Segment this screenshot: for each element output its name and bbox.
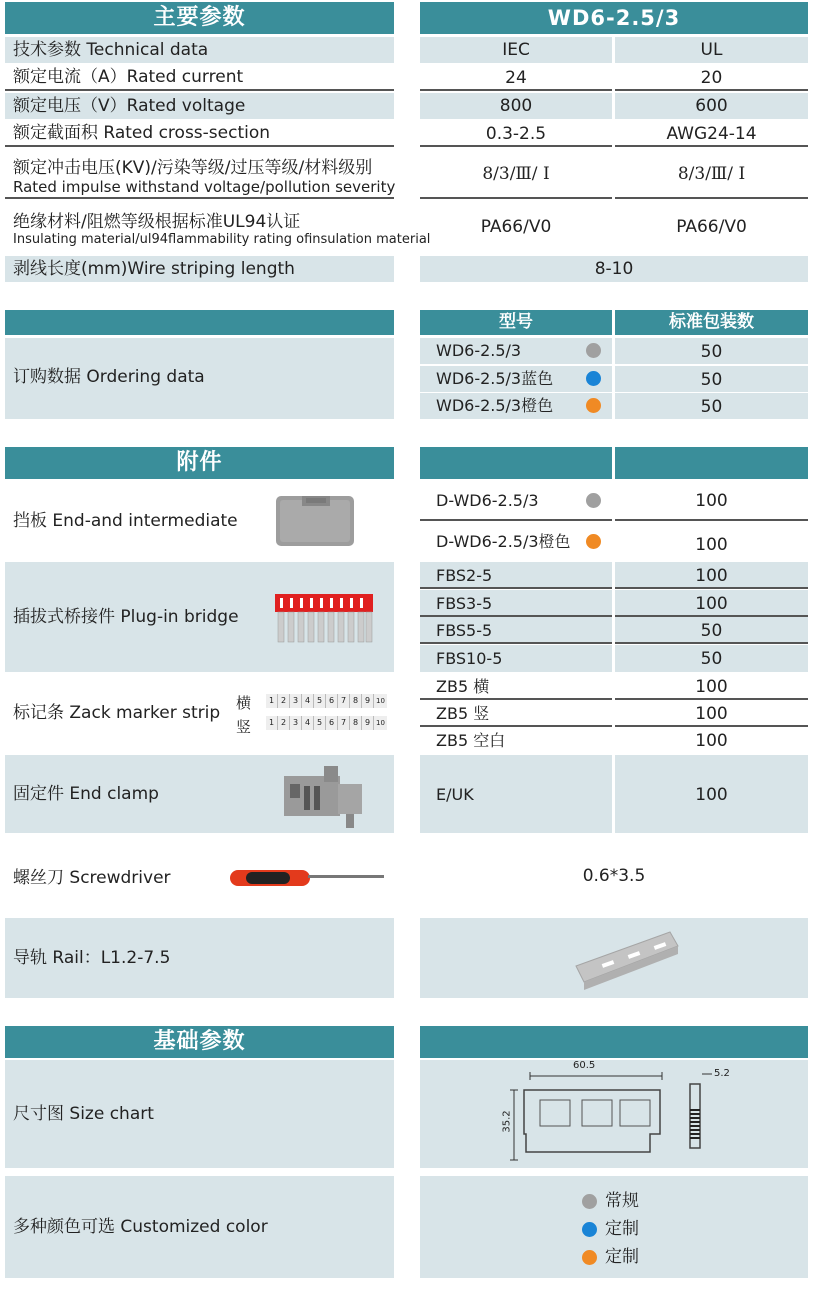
accessories-title: 附件	[5, 447, 394, 479]
ordering-qty: 50	[615, 338, 808, 364]
marker-num: 1	[266, 694, 278, 708]
orange-color-dot	[586, 398, 601, 413]
accessory-qty: 100	[695, 731, 728, 751]
marker-strip-horizontal	[266, 694, 387, 708]
spec-iec: IEC	[420, 37, 612, 63]
ordering-header-bar	[5, 310, 394, 335]
end-plate-image	[272, 492, 358, 550]
dim-height: 35.2	[501, 1110, 513, 1133]
accessory-model: ZB5 竖	[420, 701, 612, 727]
clamp-model: E/UK	[420, 755, 612, 833]
marker-num: 8	[350, 694, 362, 708]
color-label: 多种颜色可选 Customized color	[5, 1176, 394, 1278]
strip-label: 剥线长度(mm)Wire striping length	[5, 256, 394, 282]
main-params-title: 主要参数	[5, 2, 394, 34]
accessories-col-header	[615, 447, 808, 479]
end-clamp-image	[280, 762, 370, 830]
ordering-label: 订购数据 Ordering data	[5, 338, 394, 419]
spec-iec: 800	[420, 93, 612, 119]
accessory-qty: 50	[615, 645, 808, 672]
spec-label: 额定电压（V）Rated voltage	[5, 93, 394, 119]
size-chart-label: 尺寸图 Size chart	[5, 1060, 394, 1168]
bridge-label: 插拔式桥接件 Plug-in bridge	[5, 562, 394, 672]
accessory-model: FBS10-5	[420, 645, 612, 672]
spec-ul: 600	[615, 93, 808, 119]
insulation-iec: PA66/V0	[480, 217, 552, 237]
spec-ul: AWG24-14	[615, 120, 808, 147]
marker-num: 4	[302, 694, 314, 708]
clamp-label: 固定件 End clamp	[5, 755, 394, 833]
color-option-name: 定制	[605, 1219, 639, 1239]
ordering-model-text: WD6-2.5/3蓝色	[436, 369, 554, 388]
color-option	[582, 1214, 639, 1239]
plug-in-bridge-image	[270, 590, 380, 648]
ordering-qty: 50	[615, 366, 808, 392]
insulation-ul: PA66/V0	[676, 217, 747, 237]
spec-iec: 24	[420, 64, 612, 91]
color-option	[582, 1242, 639, 1267]
insulation-label-cn: 绝缘材料/阻燃等级根据标准UL94认证	[13, 212, 301, 232]
spec-label: 技术参数 Technical data	[5, 37, 394, 63]
size-chart-drawing	[490, 1064, 730, 1164]
marker-v-label: 竖	[236, 718, 252, 736]
marker-label: 标记条 Zack marker strip	[13, 703, 221, 723]
marker-num: 1	[266, 716, 278, 730]
accessories-col-header	[420, 447, 612, 479]
marker-num: 5	[314, 694, 326, 708]
marker-num: 7	[338, 716, 350, 730]
strip-value: 8-10	[420, 256, 808, 282]
marker-num: 3	[290, 716, 302, 730]
ordering-model-text: WD6-2.5/3橙色	[436, 396, 554, 415]
accessory-qty: 100	[615, 482, 808, 521]
marker-num: 6	[326, 694, 338, 708]
ordering-model	[420, 393, 612, 419]
marker-num: 4	[302, 716, 314, 730]
marker-num: 9	[362, 716, 374, 730]
accessory-qty: 100	[615, 562, 808, 589]
accessory-model: ZB5 空白	[436, 731, 506, 750]
accessory-model	[420, 482, 612, 521]
size-chart-cell	[420, 1060, 808, 1168]
spec-ul: UL	[615, 37, 808, 63]
accessory-qty: 100	[615, 674, 808, 700]
accessory-qty: 50	[615, 617, 808, 644]
accessory-model: FBS5-5	[420, 617, 612, 644]
marker-num: 10	[374, 716, 387, 730]
blue-color-dot	[582, 1222, 597, 1237]
accessory-model-text: D-WD6-2.5/3橙色	[436, 532, 571, 551]
grey-color-dot	[586, 343, 601, 358]
marker-num: 8	[350, 716, 362, 730]
dim-thickness: 5.2	[714, 1068, 730, 1079]
accessory-qty: 100	[615, 701, 808, 727]
clamp-qty: 100	[615, 755, 808, 833]
ordering-col-model: 型号	[420, 310, 612, 335]
ordering-model	[420, 338, 612, 364]
ordering-model	[420, 366, 612, 392]
marker-h-label: 横	[236, 694, 252, 712]
marker-num: 9	[362, 694, 374, 708]
orange-color-dot	[586, 534, 601, 549]
basic-header-bar	[420, 1026, 808, 1058]
accessory-qty: 100	[695, 535, 728, 555]
color-option-name: 常规	[605, 1191, 639, 1211]
impulse-label-en: Rated impulse withstand voltage/pollution severity	[13, 178, 396, 196]
spec-label: 额定截面积 Rated cross-section	[5, 120, 394, 147]
screwdriver-image	[228, 864, 388, 892]
impulse-iec: 8/3/Ⅲ/ Ⅰ	[420, 149, 612, 199]
insulation-label	[5, 202, 431, 252]
marker-num: 6	[326, 716, 338, 730]
ordering-model-text: WD6-2.5/3	[436, 341, 522, 360]
color-option-name: 定制	[605, 1247, 639, 1267]
grey-color-dot	[586, 493, 601, 508]
ordering-col-qty: 标准包装数	[615, 310, 808, 335]
end-plate-label: 挡板 End-and intermediate	[13, 511, 238, 531]
spec-label: 额定电流（A）Rated current	[5, 64, 394, 91]
marker-num: 10	[374, 694, 387, 708]
basic-title: 基础参数	[5, 1026, 394, 1058]
din-rail-image	[572, 926, 682, 992]
blue-color-dot	[586, 371, 601, 386]
model-title: WD6-2.5/3	[420, 2, 808, 34]
accessory-model: FBS3-5	[420, 590, 612, 617]
grey-color-dot	[582, 1194, 597, 1209]
impulse-label	[5, 149, 394, 199]
accessory-model-text: D-WD6-2.5/3	[436, 491, 539, 510]
accessory-model: FBS2-5	[420, 562, 612, 589]
spec-iec: 0.3-2.5	[420, 120, 612, 147]
accessory-qty: 100	[615, 590, 808, 617]
marker-num: 2	[278, 694, 290, 708]
ordering-qty: 50	[615, 393, 808, 419]
rail-label: 导轨 Rail：L1.2-7.5	[5, 918, 394, 998]
screwdriver-label: 螺丝刀 Screwdriver	[13, 868, 171, 888]
marker-strip-vertical	[266, 716, 387, 730]
color-option	[582, 1186, 639, 1211]
marker-num: 2	[278, 716, 290, 730]
dim-width: 60.5	[573, 1060, 596, 1071]
marker-num: 7	[338, 694, 350, 708]
marker-num: 3	[290, 694, 302, 708]
insulation-label-en: Insulating material/ul94flammability rating ofinsulation material	[13, 232, 431, 247]
orange-color-dot	[582, 1250, 597, 1265]
impulse-label-cn: 额定冲击电压(KV)/污染等级/过压等级/材料级别	[13, 158, 373, 178]
impulse-ul: 8/3/Ⅲ/ Ⅰ	[615, 149, 808, 199]
color-options	[420, 1176, 808, 1278]
accessory-model	[420, 523, 612, 561]
screwdriver-value: 0.6*3.5	[582, 866, 646, 886]
accessory-model: ZB5 横	[420, 674, 612, 700]
spec-ul: 20	[615, 64, 808, 91]
rail-image-cell	[420, 918, 808, 998]
marker-num: 5	[314, 716, 326, 730]
